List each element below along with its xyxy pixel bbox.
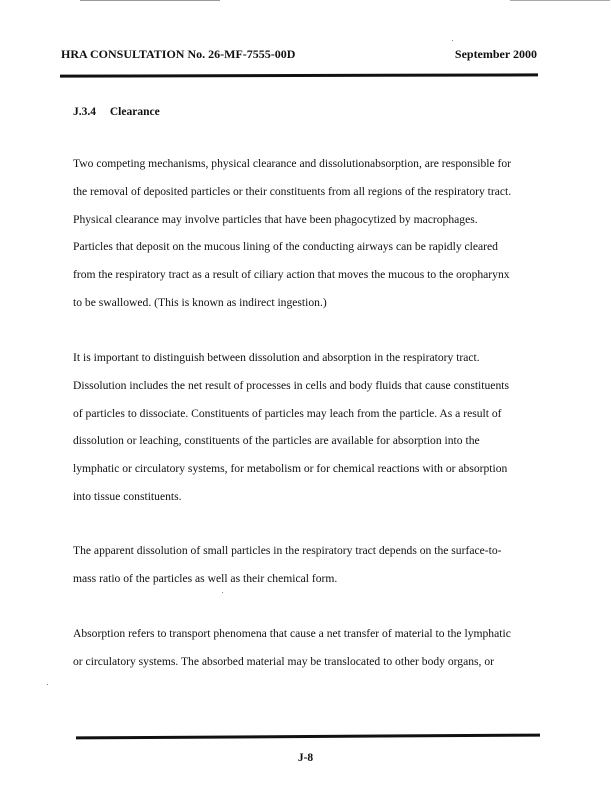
text-line: Two competing mechanisms, physical clearance and dissolutionabsorption, are responsible for [73,157,512,170]
page-header [61,47,537,63]
text-line: It is important to distinguish between dissolution and absorption in the respiratory tract. [73,351,480,364]
text-line: the removal of deposited particles or their constituents from all regions of the respiratory tract. [73,184,512,198]
section-title: Clearance [109,106,160,118]
text-line: from the respiratory tract as a result of ciliary action that moves the mucous to the oropharynx [73,268,510,282]
paragraph [73,537,553,593]
scan-speck [222,592,223,593]
document-date: September 2000 [454,47,537,61]
section-heading [73,106,160,118]
text-line: into tissue constituents. [73,489,182,503]
text-line: Absorption refers to transport phenomena that cause a net transfer of material to the lymphatic [73,627,511,640]
text-line: mass ratio of the particles as well as their chemical form. [73,571,338,585]
text-line: Dissolution includes the net result of processes in cells and body fluids that cause constituents [73,378,509,392]
text-line: Physical clearance may involve particles that have been phagocytized by macrophages. [73,212,478,226]
section-number: J.3.4 [73,106,96,118]
scan-speck [452,40,453,41]
text-line: Particles that deposit on the mucous lining of the conducting airways can be rapidly cleared [73,240,498,254]
text-line: lymphatic or circulatory systems, for metabolism or for chemical reactions with or absorption [73,462,508,476]
text-line: or circulatory systems. The absorbed material may be translocated to other body organs, or [73,654,495,668]
paragraph [73,344,553,511]
scan-artifact [510,0,610,1]
document-title: HRA CONSULTATION No. 26-MF-7555-00D [61,47,296,61]
text-line: dissolution or leaching, constituents of the particles are available for absorption into the [73,434,480,448]
text-line: The apparent dissolution of small particles in the respiratory tract depends on the surface-to- [73,544,502,557]
footer-rule [76,734,540,740]
text-line: of particles to dissociate. Constituents of particles may leach from the particle. As a result of [73,406,502,420]
paragraph [73,150,553,317]
scan-artifact [80,0,220,1]
header-rule [60,73,538,77]
scan-speck [47,684,48,685]
text-line: to be swallowed. (This is known as indirect ingestion.) [73,295,327,309]
paragraph [73,620,553,676]
page-number: J-8 [297,752,314,764]
